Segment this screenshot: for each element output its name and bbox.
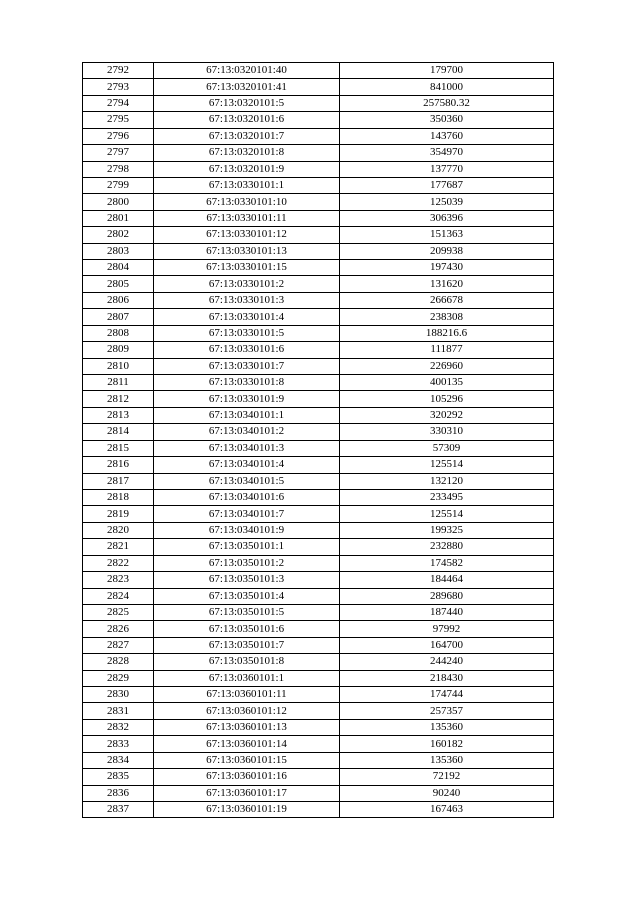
row-number-cell: 2800 <box>83 194 154 210</box>
cadastral-number-cell: 67:13:0330101:15 <box>154 260 340 276</box>
table-row <box>83 276 554 292</box>
table-row <box>83 391 554 407</box>
table-row <box>83 79 554 95</box>
row-number-cell: 2814 <box>83 424 154 440</box>
table-row <box>83 194 554 210</box>
table-row <box>83 292 554 308</box>
cadastral-number-cell: 67:13:0340101:6 <box>154 489 340 505</box>
cadastral-number-cell: 67:13:0350101:8 <box>154 654 340 670</box>
table-row <box>83 63 554 79</box>
row-number-cell: 2818 <box>83 489 154 505</box>
value-cell: 188216.6 <box>340 325 554 341</box>
table-row <box>83 161 554 177</box>
table-row <box>83 112 554 128</box>
cadastral-number-cell: 67:13:0360101:1 <box>154 670 340 686</box>
value-cell: 174744 <box>340 687 554 703</box>
row-number-cell: 2823 <box>83 572 154 588</box>
value-cell: 244240 <box>340 654 554 670</box>
value-cell: 238308 <box>340 309 554 325</box>
value-cell: 257580.32 <box>340 95 554 111</box>
cadastral-value-table <box>82 62 554 818</box>
row-number-cell: 2801 <box>83 210 154 226</box>
row-number-cell: 2822 <box>83 555 154 571</box>
value-cell: 841000 <box>340 79 554 95</box>
cadastral-number-cell: 67:13:0350101:5 <box>154 604 340 620</box>
table-row <box>83 375 554 391</box>
cadastral-number-cell: 67:13:0340101:9 <box>154 522 340 538</box>
table-row <box>83 95 554 111</box>
row-number-cell: 2803 <box>83 243 154 259</box>
row-number-cell: 2835 <box>83 769 154 785</box>
value-cell: 125514 <box>340 506 554 522</box>
value-cell: 233495 <box>340 489 554 505</box>
row-number-cell: 2819 <box>83 506 154 522</box>
cadastral-number-cell: 67:13:0330101:10 <box>154 194 340 210</box>
value-cell: 187440 <box>340 604 554 620</box>
value-cell: 177687 <box>340 177 554 193</box>
table-row <box>83 243 554 259</box>
row-number-cell: 2834 <box>83 752 154 768</box>
value-cell: 306396 <box>340 210 554 226</box>
value-cell: 90240 <box>340 785 554 801</box>
value-cell: 137770 <box>340 161 554 177</box>
row-number-cell: 2827 <box>83 637 154 653</box>
value-cell: 135360 <box>340 752 554 768</box>
value-cell: 160182 <box>340 736 554 752</box>
cadastral-number-cell: 67:13:0360101:14 <box>154 736 340 752</box>
row-number-cell: 2796 <box>83 128 154 144</box>
value-cell: 226960 <box>340 358 554 374</box>
row-number-cell: 2821 <box>83 539 154 555</box>
table-row <box>83 260 554 276</box>
value-cell: 197430 <box>340 260 554 276</box>
row-number-cell: 2806 <box>83 292 154 308</box>
table-row <box>83 309 554 325</box>
value-cell: 132120 <box>340 473 554 489</box>
value-cell: 143760 <box>340 128 554 144</box>
cadastral-number-cell: 67:13:0320101:41 <box>154 79 340 95</box>
row-number-cell: 2831 <box>83 703 154 719</box>
cadastral-number-cell: 67:13:0320101:6 <box>154 112 340 128</box>
cadastral-number-cell: 67:13:0360101:11 <box>154 687 340 703</box>
table-row <box>83 588 554 604</box>
row-number-cell: 2798 <box>83 161 154 177</box>
row-number-cell: 2828 <box>83 654 154 670</box>
row-number-cell: 2811 <box>83 375 154 391</box>
table-row <box>83 128 554 144</box>
row-number-cell: 2795 <box>83 112 154 128</box>
cadastral-number-cell: 67:13:0320101:40 <box>154 63 340 79</box>
table-row <box>83 736 554 752</box>
cadastral-number-cell: 67:13:0330101:9 <box>154 391 340 407</box>
row-number-cell: 2826 <box>83 621 154 637</box>
cadastral-number-cell: 67:13:0330101:6 <box>154 342 340 358</box>
table-row <box>83 572 554 588</box>
value-cell: 199325 <box>340 522 554 538</box>
cadastral-number-cell: 67:13:0330101:7 <box>154 358 340 374</box>
value-cell: 174582 <box>340 555 554 571</box>
row-number-cell: 2794 <box>83 95 154 111</box>
row-number-cell: 2793 <box>83 79 154 95</box>
table-row <box>83 473 554 489</box>
value-cell: 289680 <box>340 588 554 604</box>
table-row <box>83 621 554 637</box>
row-number-cell: 2797 <box>83 145 154 161</box>
row-number-cell: 2805 <box>83 276 154 292</box>
row-number-cell: 2799 <box>83 177 154 193</box>
value-cell: 184464 <box>340 572 554 588</box>
cadastral-number-cell: 67:13:0360101:12 <box>154 703 340 719</box>
table-row <box>83 785 554 801</box>
row-number-cell: 2830 <box>83 687 154 703</box>
row-number-cell: 2825 <box>83 604 154 620</box>
table-row <box>83 407 554 423</box>
table-row <box>83 424 554 440</box>
row-number-cell: 2792 <box>83 63 154 79</box>
table-row <box>83 489 554 505</box>
cadastral-number-cell: 67:13:0360101:16 <box>154 769 340 785</box>
cadastral-number-cell: 67:13:0340101:2 <box>154 424 340 440</box>
value-cell: 354970 <box>340 145 554 161</box>
value-cell: 164700 <box>340 637 554 653</box>
table-row <box>83 801 554 817</box>
value-cell: 105296 <box>340 391 554 407</box>
table-row <box>83 342 554 358</box>
table-row <box>83 637 554 653</box>
table-row <box>83 457 554 473</box>
cadastral-number-cell: 67:13:0320101:8 <box>154 145 340 161</box>
value-cell: 218430 <box>340 670 554 686</box>
cadastral-number-cell: 67:13:0330101:2 <box>154 276 340 292</box>
cadastral-number-cell: 67:13:0330101:12 <box>154 227 340 243</box>
value-cell: 135360 <box>340 719 554 735</box>
row-number-cell: 2836 <box>83 785 154 801</box>
table-row <box>83 440 554 456</box>
cadastral-number-cell: 67:13:0350101:4 <box>154 588 340 604</box>
cadastral-number-cell: 67:13:0330101:1 <box>154 177 340 193</box>
table-row <box>83 719 554 735</box>
value-cell: 167463 <box>340 801 554 817</box>
table-row <box>83 670 554 686</box>
row-number-cell: 2802 <box>83 227 154 243</box>
row-number-cell: 2812 <box>83 391 154 407</box>
cadastral-number-cell: 67:13:0360101:17 <box>154 785 340 801</box>
cadastral-number-cell: 67:13:0330101:5 <box>154 325 340 341</box>
row-number-cell: 2816 <box>83 457 154 473</box>
table-row <box>83 145 554 161</box>
table-row <box>83 604 554 620</box>
value-cell: 111877 <box>340 342 554 358</box>
row-number-cell: 2808 <box>83 325 154 341</box>
cadastral-number-cell: 67:13:0320101:5 <box>154 95 340 111</box>
value-cell: 330310 <box>340 424 554 440</box>
value-cell: 125039 <box>340 194 554 210</box>
cadastral-number-cell: 67:13:0360101:13 <box>154 719 340 735</box>
table-row <box>83 522 554 538</box>
value-cell: 125514 <box>340 457 554 473</box>
row-number-cell: 2813 <box>83 407 154 423</box>
table-row <box>83 210 554 226</box>
cadastral-number-cell: 67:13:0330101:4 <box>154 309 340 325</box>
row-number-cell: 2837 <box>83 801 154 817</box>
table-row <box>83 539 554 555</box>
row-number-cell: 2815 <box>83 440 154 456</box>
table-row <box>83 654 554 670</box>
table-row <box>83 325 554 341</box>
cadastral-number-cell: 67:13:0350101:3 <box>154 572 340 588</box>
cadastral-number-cell: 67:13:0330101:3 <box>154 292 340 308</box>
cadastral-number-cell: 67:13:0330101:13 <box>154 243 340 259</box>
cadastral-number-cell: 67:13:0340101:5 <box>154 473 340 489</box>
row-number-cell: 2809 <box>83 342 154 358</box>
table-body <box>83 63 554 818</box>
cadastral-number-cell: 67:13:0340101:3 <box>154 440 340 456</box>
table-row <box>83 752 554 768</box>
cadastral-number-cell: 67:13:0360101:15 <box>154 752 340 768</box>
value-cell: 179700 <box>340 63 554 79</box>
cadastral-number-cell: 67:13:0330101:8 <box>154 375 340 391</box>
table-row <box>83 555 554 571</box>
cadastral-number-cell: 67:13:0340101:1 <box>154 407 340 423</box>
cadastral-number-cell: 67:13:0320101:7 <box>154 128 340 144</box>
row-number-cell: 2824 <box>83 588 154 604</box>
table-row <box>83 687 554 703</box>
row-number-cell: 2829 <box>83 670 154 686</box>
value-cell: 232880 <box>340 539 554 555</box>
row-number-cell: 2817 <box>83 473 154 489</box>
value-cell: 97992 <box>340 621 554 637</box>
cadastral-number-cell: 67:13:0340101:7 <box>154 506 340 522</box>
row-number-cell: 2807 <box>83 309 154 325</box>
table-row <box>83 769 554 785</box>
value-cell: 72192 <box>340 769 554 785</box>
value-cell: 209938 <box>340 243 554 259</box>
row-number-cell: 2804 <box>83 260 154 276</box>
table-row <box>83 358 554 374</box>
table-row <box>83 703 554 719</box>
cadastral-number-cell: 67:13:0330101:11 <box>154 210 340 226</box>
value-cell: 266678 <box>340 292 554 308</box>
cadastral-number-cell: 67:13:0320101:9 <box>154 161 340 177</box>
value-cell: 400135 <box>340 375 554 391</box>
cadastral-number-cell: 67:13:0350101:6 <box>154 621 340 637</box>
table-row <box>83 227 554 243</box>
row-number-cell: 2820 <box>83 522 154 538</box>
cadastral-number-cell: 67:13:0350101:1 <box>154 539 340 555</box>
value-cell: 257357 <box>340 703 554 719</box>
cadastral-number-cell: 67:13:0350101:2 <box>154 555 340 571</box>
cadastral-number-cell: 67:13:0350101:7 <box>154 637 340 653</box>
value-cell: 350360 <box>340 112 554 128</box>
cadastral-number-cell: 67:13:0340101:4 <box>154 457 340 473</box>
row-number-cell: 2833 <box>83 736 154 752</box>
row-number-cell: 2810 <box>83 358 154 374</box>
value-cell: 151363 <box>340 227 554 243</box>
value-cell: 320292 <box>340 407 554 423</box>
table-row <box>83 506 554 522</box>
table-row <box>83 177 554 193</box>
cadastral-number-cell: 67:13:0360101:19 <box>154 801 340 817</box>
value-cell: 131620 <box>340 276 554 292</box>
value-cell: 57309 <box>340 440 554 456</box>
row-number-cell: 2832 <box>83 719 154 735</box>
